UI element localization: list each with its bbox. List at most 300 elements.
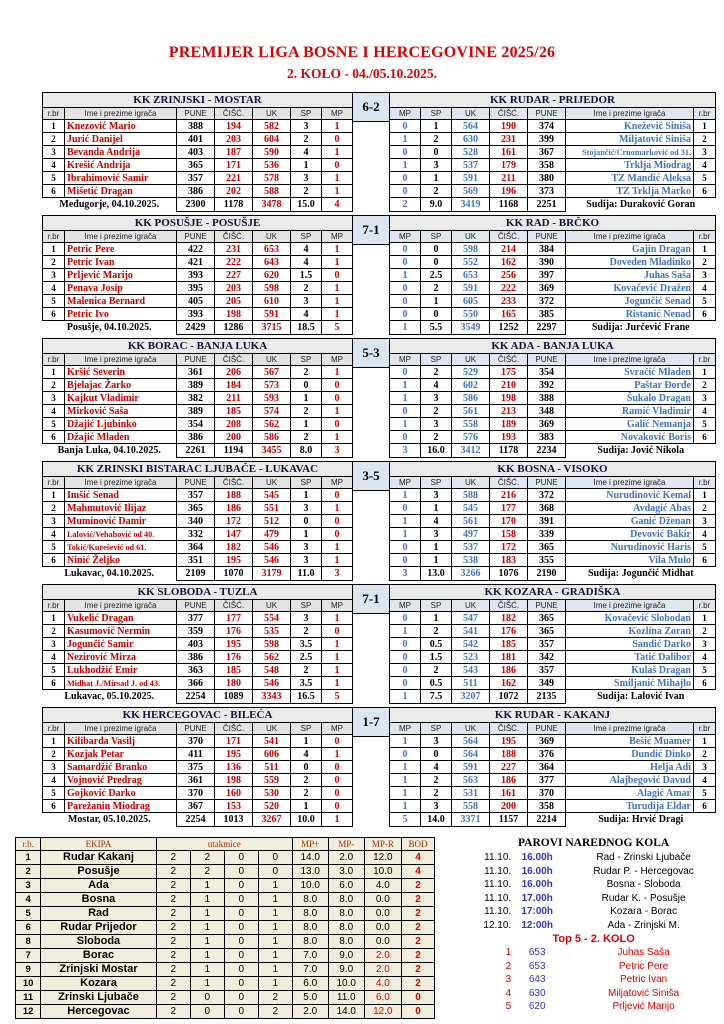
uk-value: 598 xyxy=(253,638,291,651)
uk-value: 573 xyxy=(253,379,291,392)
mp-value: 1 xyxy=(322,651,353,664)
total-uk: 3207 xyxy=(452,690,490,704)
header-mp-plus: MP+ xyxy=(292,838,328,851)
total-cisc: 1286 xyxy=(215,321,253,335)
player-name: Galić Nemanja xyxy=(566,418,694,431)
uk-value: 538 xyxy=(452,554,490,567)
uk-value: 545 xyxy=(452,502,490,515)
header-ekipa: EKIPA xyxy=(41,838,156,851)
player-number: 6 xyxy=(43,677,65,690)
player-name: Petric Ivan xyxy=(65,256,177,269)
mp-plus-value: 5.0 xyxy=(292,991,328,1005)
player-number: 3 xyxy=(694,146,716,159)
standings-body xyxy=(16,838,435,1019)
player-row xyxy=(43,308,353,321)
mp-value: 1 xyxy=(390,133,421,146)
player-number: 6 xyxy=(694,185,716,198)
standings-row xyxy=(16,907,435,921)
mp-value: 1 xyxy=(322,677,353,690)
uk-value: 511 xyxy=(253,761,291,774)
home-column-header-row xyxy=(43,477,353,489)
mp-value: 0 xyxy=(322,379,353,392)
cisc-value: 188 xyxy=(490,748,528,761)
player-name: Tatić Dalibor xyxy=(566,651,694,664)
column-header: SP xyxy=(291,477,322,489)
uk-value: 578 xyxy=(253,172,291,185)
games-value: 1 xyxy=(190,921,224,935)
sp-value: 2.5 xyxy=(291,651,322,664)
mp-value: 1 xyxy=(390,787,421,800)
away-table xyxy=(389,338,716,458)
home-column-header-row xyxy=(43,354,353,366)
mp-diff-value: 10.0 xyxy=(364,865,401,879)
sp-value: 4 xyxy=(291,243,322,256)
cisc-value: 153 xyxy=(215,800,253,813)
points-value: 2 xyxy=(401,977,434,991)
total-cisc: 1252 xyxy=(490,321,528,335)
player-name: Nurudinović Kemal xyxy=(566,489,694,502)
mp-diff-value: 0.0 xyxy=(364,893,401,907)
uk-value: 545 xyxy=(253,489,291,502)
fixture-row xyxy=(463,892,724,906)
sp-value: 1 xyxy=(291,800,322,813)
pune-value: 386 xyxy=(177,431,215,444)
sp-value: 2.5 xyxy=(421,269,452,282)
player-number: 6 xyxy=(43,554,65,567)
sp-value: 1 xyxy=(291,735,322,748)
team-rank: 7 xyxy=(16,949,41,963)
player-name: Prljević Marijo xyxy=(65,269,177,282)
mp-diff-value: 0.0 xyxy=(364,921,401,935)
cisc-value: 231 xyxy=(490,133,528,146)
cisc-value: 176 xyxy=(490,625,528,638)
sp-value: 3.5 xyxy=(291,638,322,651)
pune-value: 357 xyxy=(528,638,566,651)
sp-value: 3 xyxy=(421,392,452,405)
player-row xyxy=(390,638,716,651)
match-block xyxy=(42,461,720,581)
sp-value: 3 xyxy=(291,120,322,133)
match-score: 5-3 xyxy=(353,338,389,368)
points-value: 2 xyxy=(401,949,434,963)
player-number: 2 xyxy=(694,256,716,269)
pune-value: 384 xyxy=(528,243,566,256)
total-sp: 16.5 xyxy=(291,690,322,704)
points-value: 0 xyxy=(401,991,434,1005)
mp-minus-value: 14.0 xyxy=(328,1005,364,1019)
player-row xyxy=(43,243,353,256)
sp-value: 0 xyxy=(421,308,452,321)
uk-value: 559 xyxy=(253,774,291,787)
player-name: Mišetić Dragan xyxy=(65,185,177,198)
player-name: Miljatović Siniša xyxy=(566,133,694,146)
sp-value: 3 xyxy=(291,554,322,567)
player-name: Tokić/Kurešević od 61. xyxy=(65,541,177,554)
mp-minus-value: 8.0 xyxy=(328,907,364,921)
player-number: 6 xyxy=(43,431,65,444)
games-value: 1 xyxy=(190,879,224,893)
mp-value: 1 xyxy=(322,308,353,321)
player-row xyxy=(390,748,716,761)
pune-value: 393 xyxy=(177,269,215,282)
player-row xyxy=(43,379,353,392)
cisc-value: 213 xyxy=(490,405,528,418)
mp-value: 0 xyxy=(390,431,421,444)
top5-score: 653 xyxy=(528,947,546,958)
column-header: Ime i prezime igrača xyxy=(65,477,177,489)
mp-minus-value: 8.0 xyxy=(328,893,364,907)
pune-value: 372 xyxy=(528,295,566,308)
player-number: 3 xyxy=(43,392,65,405)
column-header: UK xyxy=(253,108,291,120)
games-value: 1 xyxy=(258,893,292,907)
player-name: Juhas Saša xyxy=(566,269,694,282)
away-team-name: KK RUDAR - PRIJEDOR xyxy=(390,93,716,108)
player-row xyxy=(390,612,716,625)
sp-value: 2 xyxy=(421,185,452,198)
fixture-row xyxy=(463,919,724,933)
sp-value: 1 xyxy=(421,541,452,554)
player-row xyxy=(43,651,353,664)
column-header: Ime i prezime igrača xyxy=(65,600,177,612)
pune-value: 399 xyxy=(528,133,566,146)
away-team-header-row xyxy=(390,339,716,354)
player-name: Avdagić Abas xyxy=(566,502,694,515)
mp-minus-value: 10.0 xyxy=(328,977,364,991)
pune-value: 390 xyxy=(528,256,566,269)
player-number: 6 xyxy=(43,308,65,321)
cisc-value: 180 xyxy=(215,677,253,690)
column-header: r.br xyxy=(694,600,716,612)
total-sp: 9.0 xyxy=(421,198,452,212)
mp-value: 1 xyxy=(322,638,353,651)
team-rank: 6 xyxy=(16,921,41,935)
cisc-value: 172 xyxy=(490,541,528,554)
sp-value: 0 xyxy=(421,146,452,159)
player-number: 4 xyxy=(43,405,65,418)
player-row xyxy=(390,392,716,405)
mp-value: 1 xyxy=(322,502,353,515)
referee: Sudija: Jović Nikola xyxy=(566,444,716,458)
player-name: Dundić Dinko xyxy=(566,748,694,761)
pune-value: 354 xyxy=(528,366,566,379)
player-row xyxy=(43,787,353,800)
uk-value: 551 xyxy=(253,502,291,515)
cisc-value: 195 xyxy=(215,638,253,651)
fixture-date: 11.10. xyxy=(484,852,512,863)
pune-value: 389 xyxy=(177,405,215,418)
uk-value: 537 xyxy=(452,541,490,554)
mp-value: 0 xyxy=(390,612,421,625)
player-number: 5 xyxy=(43,787,65,800)
home-table xyxy=(42,92,353,212)
home-total-row xyxy=(43,198,353,212)
total-uk: 3412 xyxy=(452,444,490,458)
pune-value: 351 xyxy=(177,554,215,567)
cisc-value: 177 xyxy=(490,502,528,515)
games-value: 0 xyxy=(224,963,258,977)
player-number: 3 xyxy=(694,269,716,282)
uk-value: 497 xyxy=(452,528,490,541)
home-total-row xyxy=(43,690,353,704)
cisc-value: 171 xyxy=(215,159,253,172)
away-team-name: KK ADA - BANJA LUKA xyxy=(390,339,716,354)
player-number: 1 xyxy=(694,366,716,379)
pune-value: 358 xyxy=(528,800,566,813)
column-header: SP xyxy=(421,477,452,489)
player-row xyxy=(390,269,716,282)
mp-value: 0 xyxy=(390,120,421,133)
player-name: Helja Adi xyxy=(566,761,694,774)
away-team-header-row xyxy=(390,216,716,231)
sp-value: 1 xyxy=(421,172,452,185)
away-column-header-row xyxy=(390,600,716,612)
away-table xyxy=(389,215,716,335)
player-row xyxy=(390,554,716,567)
player-name: Petric Pere xyxy=(65,243,177,256)
games-value: 2 xyxy=(156,921,190,935)
team-rank: 10 xyxy=(16,977,41,991)
cisc-value: 194 xyxy=(215,120,253,133)
mp-diff-value: 0.0 xyxy=(364,935,401,949)
total-uk: 3455 xyxy=(253,444,291,458)
games-value: 1 xyxy=(190,977,224,991)
mp-minus-value: 3.0 xyxy=(328,865,364,879)
games-value: 2 xyxy=(258,991,292,1005)
home-team-name: KK ZRINSKI BISTARAC LJUBAČE - LUKAVAC xyxy=(43,462,353,477)
header-utakmice: utakmice xyxy=(156,838,292,851)
uk-value: 591 xyxy=(452,761,490,774)
player-row xyxy=(43,295,353,308)
points-value: 2 xyxy=(401,921,434,935)
sp-value: 3 xyxy=(291,502,322,515)
cisc-value: 147 xyxy=(215,528,253,541)
uk-value: 552 xyxy=(452,256,490,269)
uk-value: 548 xyxy=(253,664,291,677)
games-value: 0 xyxy=(224,879,258,893)
home-total-row xyxy=(43,567,353,581)
pune-value: 405 xyxy=(177,295,215,308)
match-score: 6-2 xyxy=(353,92,389,122)
mp-value: 1 xyxy=(390,515,421,528)
player-number: 2 xyxy=(694,625,716,638)
player-name: Kozlina Zoran xyxy=(566,625,694,638)
top5-rank: 2 xyxy=(505,960,512,972)
uk-value: 531 xyxy=(452,787,490,800)
team-name: Rudar Kakanj xyxy=(41,851,156,865)
sp-value: 2 xyxy=(291,625,322,638)
cisc-value: 176 xyxy=(215,625,253,638)
uk-value: 562 xyxy=(253,651,291,664)
home-team-name: KK BORAC - BANJA LUKA xyxy=(43,339,353,354)
cisc-value: 222 xyxy=(215,256,253,269)
column-header: PUNE xyxy=(528,600,566,612)
standings-row xyxy=(16,921,435,935)
sp-value: 0 xyxy=(421,256,452,269)
uk-value: 542 xyxy=(452,638,490,651)
column-header: SP xyxy=(421,723,452,735)
total-uk: 3343 xyxy=(253,690,291,704)
cisc-value: 186 xyxy=(215,502,253,515)
player-row xyxy=(43,392,353,405)
games-value: 1 xyxy=(258,963,292,977)
mp-value: 1 xyxy=(390,761,421,774)
mp-minus-value: 8.0 xyxy=(328,921,364,935)
player-name: Bevanda Andrija xyxy=(65,146,177,159)
mp-plus-value: 8.0 xyxy=(292,921,328,935)
pune-value: 392 xyxy=(528,379,566,392)
pune-value: 377 xyxy=(177,612,215,625)
player-number: 3 xyxy=(694,392,716,405)
uk-value: 593 xyxy=(253,392,291,405)
pune-value: 361 xyxy=(177,774,215,787)
player-number: 4 xyxy=(694,651,716,664)
mp-minus-value: 8.0 xyxy=(328,935,364,949)
column-header: ČIŠĆ. xyxy=(490,231,528,243)
fixture-time: 17.00h xyxy=(521,892,553,904)
player-row xyxy=(390,787,716,800)
total-uk: 3267 xyxy=(253,813,291,827)
cisc-value: 179 xyxy=(490,159,528,172)
fixture-time: 12:00h xyxy=(521,919,554,931)
player-number: 3 xyxy=(694,638,716,651)
player-name: Ramić Vladimir xyxy=(566,405,694,418)
games-value: 0 xyxy=(224,977,258,991)
player-number: 2 xyxy=(43,379,65,392)
team-name: Zrinski Ljubače xyxy=(41,991,156,1005)
sp-value: 3 xyxy=(421,528,452,541)
right-column xyxy=(463,837,724,1019)
home-column-header-row xyxy=(43,600,353,612)
fixture-pairing: Ada - Zrinjski M. xyxy=(607,919,680,931)
pune-value: 342 xyxy=(528,651,566,664)
pune-value: 422 xyxy=(177,243,215,256)
mp-plus-value: 7.0 xyxy=(292,963,328,977)
player-name: Sandić Darko xyxy=(566,638,694,651)
mp-diff-value: 4.0 xyxy=(364,879,401,893)
fixture-pairing: Bosna - Sloboda xyxy=(606,879,681,890)
top5-rank: 4 xyxy=(505,987,512,999)
team-name: Kozara xyxy=(41,977,156,991)
match-block xyxy=(42,92,720,212)
cisc-value: 171 xyxy=(215,735,253,748)
column-header: r.br xyxy=(43,477,65,489)
sp-value: 2 xyxy=(421,625,452,638)
player-name: Džajić Mladen xyxy=(65,431,177,444)
cisc-value: 227 xyxy=(490,761,528,774)
player-row xyxy=(390,133,716,146)
player-row xyxy=(390,677,716,690)
home-table xyxy=(42,707,353,827)
total-mp: 3 xyxy=(390,444,421,458)
column-header: Ime i prezime igrača xyxy=(566,723,694,735)
pune-value: 374 xyxy=(528,120,566,133)
player-row xyxy=(390,515,716,528)
fixture-date: 11.10. xyxy=(484,892,512,904)
player-row xyxy=(390,146,716,159)
total-pune: 2109 xyxy=(177,567,215,581)
column-header: r.br xyxy=(694,723,716,735)
standings-row xyxy=(16,851,435,865)
standings-row xyxy=(16,1005,435,1019)
player-row xyxy=(390,418,716,431)
column-header: UK xyxy=(253,723,291,735)
player-row xyxy=(390,664,716,677)
mp-value: 0 xyxy=(390,146,421,159)
team-rank: 11 xyxy=(16,991,41,1005)
player-number: 2 xyxy=(43,748,65,761)
cisc-value: 184 xyxy=(215,379,253,392)
player-number: 6 xyxy=(694,431,716,444)
player-name: Jogunčić Senad xyxy=(566,295,694,308)
sp-value: 1 xyxy=(291,418,322,431)
away-team-name: KK RAD - BRČKO xyxy=(390,216,716,231)
player-name: Kovačević Dražen xyxy=(566,282,694,295)
cisc-value: 161 xyxy=(490,787,528,800)
fixture-time: 16.00h xyxy=(521,852,553,863)
column-header: Ime i prezime igrača xyxy=(566,231,694,243)
player-number: 4 xyxy=(694,282,716,295)
pune-value: 369 xyxy=(528,735,566,748)
player-number: 3 xyxy=(43,269,65,282)
player-name: Vojnović Predrag xyxy=(65,774,177,787)
team-rank: 1 xyxy=(16,851,41,865)
uk-value: 591 xyxy=(452,172,490,185)
venue-date: Međugorje, 04.10.2025. xyxy=(43,198,177,212)
player-number: 1 xyxy=(694,243,716,256)
pune-value: 386 xyxy=(177,185,215,198)
mp-minus-value: 9.0 xyxy=(328,949,364,963)
top5-row xyxy=(463,1000,724,1014)
player-name: Imšić Senad xyxy=(65,489,177,502)
mp-minus-value: 9.0 xyxy=(328,963,364,977)
column-header: SP xyxy=(421,600,452,612)
mp-value: 1 xyxy=(390,800,421,813)
column-header: UK xyxy=(452,231,490,243)
team-name: Ada xyxy=(41,879,156,893)
uk-value: 537 xyxy=(452,159,490,172)
uk-value: 558 xyxy=(452,800,490,813)
cisc-value: 193 xyxy=(490,431,528,444)
cisc-value: 188 xyxy=(215,489,253,502)
column-header: ČIŠĆ. xyxy=(490,477,528,489)
pune-value: 357 xyxy=(177,489,215,502)
uk-value: 564 xyxy=(452,120,490,133)
cisc-value: 186 xyxy=(490,774,528,787)
column-header: UK xyxy=(253,231,291,243)
pune-value: 391 xyxy=(528,515,566,528)
games-value: 1 xyxy=(258,935,292,949)
uk-value: 541 xyxy=(452,625,490,638)
player-number: 6 xyxy=(694,308,716,321)
pune-value: 386 xyxy=(177,651,215,664)
mp-value: 0 xyxy=(390,256,421,269)
match-block xyxy=(42,707,720,827)
uk-value: 620 xyxy=(253,269,291,282)
player-name: Ristanić Nenad xyxy=(566,308,694,321)
column-header: PUNE xyxy=(528,477,566,489)
column-header: ČIŠĆ. xyxy=(215,600,253,612)
player-number: 5 xyxy=(694,172,716,185)
games-value: 2 xyxy=(156,893,190,907)
mp-value: 0 xyxy=(390,541,421,554)
mp-diff-value: 6.0 xyxy=(364,991,401,1005)
total-cisc: 1070 xyxy=(215,567,253,581)
sp-value: 3 xyxy=(291,172,322,185)
pune-value: 363 xyxy=(177,664,215,677)
top5-player-name: Miljatović Siniša xyxy=(608,987,680,999)
player-row xyxy=(43,528,353,541)
